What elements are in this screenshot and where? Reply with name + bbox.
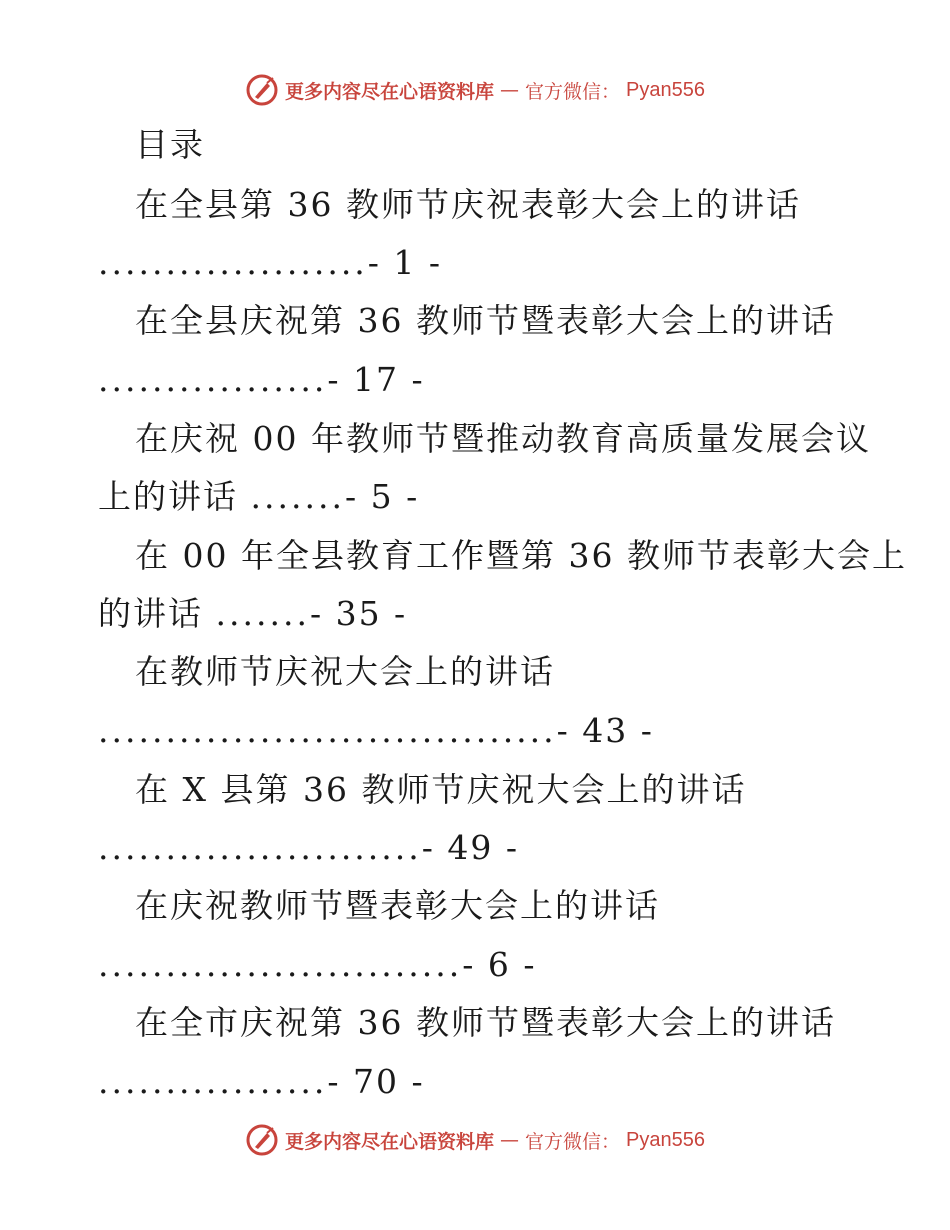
header-watermark <box>0 70 950 110</box>
toc-entry-title-cont[interactable]: 的讲话 <box>98 594 216 633</box>
toc-entry-title[interactable]: 在 X 县第 36 教师节庆祝大会上的讲话 <box>135 770 747 809</box>
dot-leader: ........................ <box>98 828 422 867</box>
toc-entry-leader-line <box>0 1062 950 1102</box>
toc-entry-leader-line <box>0 594 950 634</box>
dot-leader: ........................... <box>98 945 463 984</box>
toc-entry-title[interactable]: 在庆祝教师节暨表彰大会上的讲话 <box>135 886 660 925</box>
banner-dash: — <box>500 1129 520 1151</box>
toc-entry-title[interactable]: 在庆祝 00 年教师节暨推动教育高质量发展会议 <box>135 419 871 458</box>
brand-name: 更多内容尽在心语资料库 <box>285 80 495 103</box>
dot-leader: .................... <box>98 243 368 282</box>
toc-entry-title[interactable]: 在全县第 36 教师节庆祝表彰大会上的讲话 <box>135 185 801 224</box>
dot-leader: ................. <box>98 1062 328 1101</box>
page-number: - 6 - <box>462 945 537 984</box>
toc-entry-title[interactable]: 在 00 年全县教育工作暨第 36 教师节表彰大会上 <box>135 536 907 575</box>
page-number: - 35 - <box>309 594 408 633</box>
toc-entry-leader-line <box>0 945 950 985</box>
contact-id: Pyan556 <box>626 1128 705 1151</box>
footer-watermark <box>0 1120 950 1160</box>
quill-logo-icon <box>245 73 279 107</box>
contact-id: Pyan556 <box>626 78 705 101</box>
contact-label: 官方微信： <box>525 1130 621 1153</box>
brand-name: 更多内容尽在心语资料库 <box>285 1130 495 1153</box>
toc-entry-leader-line <box>0 360 950 400</box>
page-number: - 1 - <box>367 243 443 282</box>
page-number: - 49 - <box>421 828 520 867</box>
toc-entry-leader-line <box>0 477 950 517</box>
toc-entry-title[interactable]: 在全县庆祝第 36 教师节暨表彰大会上的讲话 <box>135 301 836 340</box>
toc-entry-title-cont[interactable]: 上的讲话 <box>98 477 251 516</box>
page-number: - 17 - <box>327 360 425 399</box>
banner-dash: — <box>500 79 520 101</box>
toc-entry-leader-line <box>0 711 950 751</box>
toc-heading: 目录 <box>135 125 205 164</box>
toc-entry-title[interactable]: 在全市庆祝第 36 教师节暨表彰大会上的讲话 <box>135 1003 836 1042</box>
dot-leader: .................................. <box>98 711 557 750</box>
toc-entry-leader-line <box>0 243 950 283</box>
toc-entry-title[interactable]: 在教师节庆祝大会上的讲话 <box>135 652 555 691</box>
dot-leader: ................. <box>98 360 328 399</box>
page-number: - 70 - <box>327 1062 425 1101</box>
quill-logo-icon <box>245 1123 279 1157</box>
dot-leader: ....... <box>250 477 345 516</box>
page-number: - 43 - <box>556 711 654 750</box>
contact-label: 官方微信： <box>525 80 621 103</box>
page-number: - 5 - <box>344 477 420 516</box>
dot-leader: ....... <box>215 594 310 633</box>
toc-entry-leader-line <box>0 828 950 868</box>
